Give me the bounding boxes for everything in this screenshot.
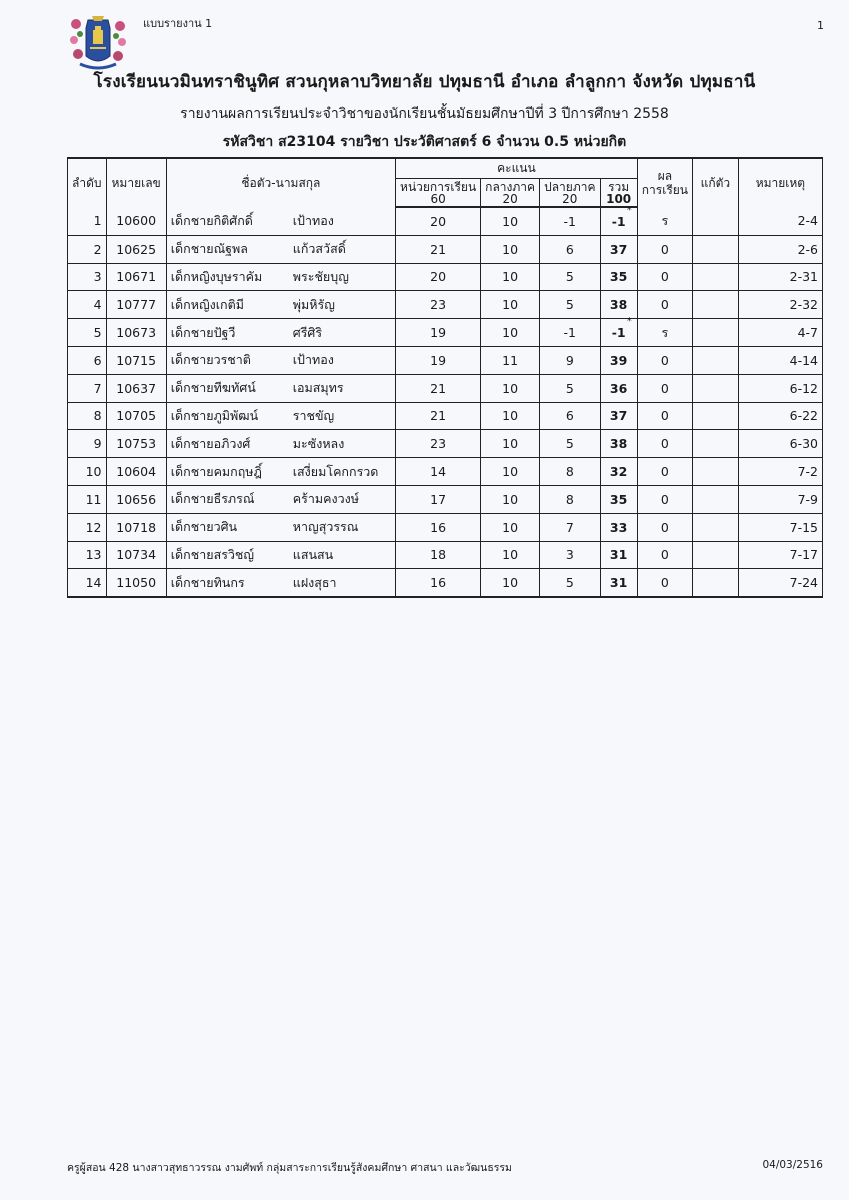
row-name	[166, 458, 395, 486]
row-revise	[693, 235, 739, 263]
row-note: 7-2	[738, 458, 822, 486]
row-note: 6-22	[738, 402, 822, 430]
table-row	[68, 319, 823, 347]
row-last-name: คร้ามคงวงษ์	[292, 491, 359, 507]
row-first-name: เด็กชายทีฆทัศน์	[170, 380, 256, 396]
row-name	[166, 235, 395, 263]
row-result: ร	[637, 319, 692, 347]
row-unit-score: 19	[396, 319, 481, 347]
row-midterm-score: 10	[481, 207, 540, 235]
row-index: 4	[68, 291, 107, 319]
row-name	[166, 569, 395, 597]
row-index: 13	[68, 541, 107, 569]
row-first-name: เด็กชายกิติศักดิ์	[170, 212, 253, 228]
row-total-score	[600, 402, 637, 430]
row-note: 4-7	[738, 319, 822, 347]
row-midterm-score: 10	[481, 235, 540, 263]
header-unit-max: 60	[430, 191, 446, 206]
row-name	[166, 263, 395, 291]
table-row	[68, 235, 823, 263]
row-index: 3	[68, 263, 107, 291]
row-total-value: 31	[609, 575, 628, 591]
header-unit-label: หน่วยการเรียน	[400, 179, 477, 194]
row-name	[166, 207, 395, 235]
row-first-name: เด็กชายธีรภรณ์	[170, 491, 255, 507]
row-student-id: 10600	[106, 207, 166, 235]
row-last-name: แฝงสุธา	[292, 574, 337, 590]
row-last-name: มะซังหลง	[292, 435, 345, 451]
header-index: ลำดับ	[68, 158, 107, 207]
row-last-name: ศรีศิริ	[292, 324, 323, 340]
row-midterm-score: 10	[481, 374, 540, 402]
row-revise	[693, 263, 739, 291]
row-unit-score: 20	[396, 207, 481, 235]
row-total-value: 36	[609, 380, 628, 396]
header-student-id: หมายเลข	[106, 158, 166, 207]
row-first-name: เด็กชายคมกฤษฎิ์	[170, 463, 262, 479]
row-name	[166, 485, 395, 513]
row-total-score	[600, 316, 637, 347]
row-name	[166, 430, 395, 458]
header-total	[600, 179, 637, 208]
row-result: 0	[637, 291, 692, 319]
row-index: 14	[68, 569, 107, 597]
row-revise	[693, 569, 739, 597]
row-index: 8	[68, 402, 107, 430]
row-unit-score: 16	[396, 513, 481, 541]
header-midterm-label: กลางภาค	[485, 179, 536, 194]
form-label: แบบรายงาน 1	[143, 17, 213, 30]
incomplete-marker: *	[626, 205, 632, 216]
row-midterm-score: 10	[481, 541, 540, 569]
row-first-name: เด็กชายอภิวงศ์	[170, 435, 251, 451]
row-revise	[693, 402, 739, 430]
page-number: 1	[817, 19, 824, 32]
row-total-score	[600, 485, 637, 513]
row-total-value: 31	[609, 547, 628, 563]
incomplete-marker: *	[626, 316, 632, 328]
row-total-value: 32	[609, 464, 628, 480]
table-row	[68, 458, 823, 486]
row-name	[166, 346, 395, 374]
row-total-score	[600, 513, 637, 541]
row-student-id: 10671	[106, 263, 166, 291]
table-row	[68, 541, 823, 569]
row-note: 2-4	[738, 207, 822, 235]
row-final-score: 9	[540, 346, 600, 374]
row-unit-score: 18	[396, 541, 481, 569]
row-note: 7-15	[738, 513, 822, 541]
row-final-score: 3	[540, 541, 600, 569]
row-total-score	[600, 374, 637, 402]
row-student-id: 10705	[106, 402, 166, 430]
row-midterm-score: 10	[481, 430, 540, 458]
row-unit-score: 23	[396, 430, 481, 458]
row-total-score	[600, 541, 637, 569]
row-midterm-score: 10	[481, 291, 540, 319]
row-note: 2-32	[738, 291, 822, 319]
row-student-id: 10734	[106, 541, 166, 569]
row-last-name: แสนสน	[292, 546, 334, 562]
row-first-name: เด็กชายวรชาติ	[170, 352, 251, 368]
row-total-score	[600, 458, 637, 486]
row-final-score: 7	[540, 513, 600, 541]
subject-line: รหัสวิชา ส23104 รายวิชา ประวัติศาสตร์ 6 จำนวน 0.5 หน่วยกิต	[222, 134, 627, 150]
row-name	[166, 541, 395, 569]
row-first-name: เด็กชายวศิน	[170, 519, 238, 535]
header-score-group: คะแนน	[396, 158, 638, 179]
row-student-id: 11050	[106, 569, 166, 597]
header-final-max: 20	[562, 191, 578, 206]
row-student-id: 10715	[106, 346, 166, 374]
row-note: 2-6	[738, 235, 822, 263]
table-row	[68, 263, 823, 291]
row-last-name: พระชัยบุญ	[292, 268, 349, 284]
row-unit-score: 17	[396, 485, 481, 513]
row-name	[166, 402, 395, 430]
row-name	[166, 513, 395, 541]
row-last-name: ราชขัญ	[292, 407, 335, 423]
row-final-score: 5	[540, 569, 600, 597]
row-midterm-score: 10	[481, 513, 540, 541]
row-revise	[693, 458, 739, 486]
row-midterm-score: 10	[481, 402, 540, 430]
row-note: 2-31	[738, 263, 822, 291]
grades-table	[67, 157, 823, 598]
row-note: 6-30	[738, 430, 822, 458]
row-total-value: 33	[609, 519, 628, 535]
row-unit-score: 16	[396, 569, 481, 597]
header-revise: แก้ตัว	[693, 158, 739, 207]
school-crest-icon	[66, 10, 130, 74]
row-revise	[693, 485, 739, 513]
row-first-name: เด็กชายปัฐวี	[170, 324, 236, 340]
row-result: 0	[637, 374, 692, 402]
header-midterm	[481, 179, 540, 208]
row-midterm-score: 10	[481, 458, 540, 486]
header-final-label: ปลายภาค	[544, 179, 596, 194]
row-total-value: 39	[609, 352, 628, 368]
row-total-value: -1	[611, 325, 626, 341]
row-last-name: หาญสุวรรณ	[292, 519, 359, 535]
header-name: ชื่อตัว-นามสกุล	[166, 158, 395, 207]
table-row	[68, 207, 823, 235]
row-midterm-score: 10	[481, 485, 540, 513]
row-total-score	[600, 430, 637, 458]
row-total-value: 38	[609, 436, 628, 452]
row-last-name: เป้าทอง	[292, 352, 334, 368]
row-last-name: เป้าทอง	[292, 212, 334, 228]
row-last-name: แก้วสวัสดิ์	[292, 241, 346, 257]
row-midterm-score: 10	[481, 263, 540, 291]
row-revise	[693, 207, 739, 235]
table-row	[68, 291, 823, 319]
row-final-score: 8	[540, 485, 600, 513]
row-index: 5	[68, 319, 107, 347]
row-last-name: เอมสมุทร	[292, 380, 344, 396]
row-student-id: 10637	[106, 374, 166, 402]
row-result: 0	[637, 458, 692, 486]
row-unit-score: 23	[396, 291, 481, 319]
row-note: 4-14	[738, 346, 822, 374]
report-title: รายงานผลการเรียนประจำวิชาของนักเรียนชั้นมัธยมศึกษาปีที่ 3 ปีการศึกษา 2558	[180, 106, 669, 122]
row-unit-score: 21	[396, 235, 481, 263]
row-final-score: 5	[540, 263, 600, 291]
row-final-score: 5	[540, 374, 600, 402]
row-name	[166, 291, 395, 319]
header-total-max: 100	[606, 191, 632, 206]
row-revise	[693, 430, 739, 458]
row-midterm-score: 10	[481, 569, 540, 597]
row-name	[166, 374, 395, 402]
table-row	[68, 485, 823, 513]
row-student-id: 10718	[106, 513, 166, 541]
row-result: 0	[637, 485, 692, 513]
row-note: 7-9	[738, 485, 822, 513]
row-midterm-score: 11	[481, 346, 540, 374]
row-first-name: เด็กหญิงเกติมี	[170, 296, 244, 312]
row-index: 12	[68, 513, 107, 541]
row-result: ร	[637, 207, 692, 235]
header-result	[637, 158, 692, 207]
row-total-value: 35	[609, 269, 628, 285]
table-row	[68, 569, 823, 597]
row-index: 9	[68, 430, 107, 458]
row-result: 0	[637, 569, 692, 597]
row-unit-score: 14	[396, 458, 481, 486]
school-title: โรงเรียนนวมินทราชินูทิศ สวนกุหลาบวิทยาลัย ปทุมธานี อำเภอ ลำลูกกา จังหวัด ปทุมธานี	[93, 72, 756, 92]
row-index: 10	[68, 458, 107, 486]
row-student-id: 10777	[106, 291, 166, 319]
row-final-score: -1	[540, 207, 600, 235]
row-total-value: 35	[609, 491, 628, 507]
row-result: 0	[637, 430, 692, 458]
row-total-score	[600, 207, 637, 235]
row-name	[166, 319, 395, 347]
print-date: 04/03/2516	[762, 1159, 823, 1171]
row-first-name: เด็กชายณัฐพล	[170, 241, 248, 257]
row-result: 0	[637, 513, 692, 541]
table-row	[68, 346, 823, 374]
table-row	[68, 430, 823, 458]
row-result: 0	[637, 402, 692, 430]
row-total-value: 38	[609, 297, 628, 313]
row-note: 7-24	[738, 569, 822, 597]
row-index: 2	[68, 235, 107, 263]
row-index: 11	[68, 485, 107, 513]
header-result-line1: ผล	[657, 169, 673, 183]
row-midterm-score: 10	[481, 319, 540, 347]
row-index: 6	[68, 346, 107, 374]
header-result-line2: การเรียน	[641, 183, 688, 197]
header-unit	[396, 179, 481, 208]
row-final-score: 6	[540, 235, 600, 263]
row-student-id: 10656	[106, 485, 166, 513]
row-unit-score: 21	[396, 374, 481, 402]
row-total-value: 37	[609, 408, 628, 424]
row-revise	[693, 346, 739, 374]
table-row	[68, 374, 823, 402]
row-first-name: เด็กชายสรวิชญ์	[170, 546, 255, 562]
row-total-score	[600, 291, 637, 319]
row-first-name: เด็กหญิงบุษราคัม	[170, 268, 263, 284]
row-final-score: 5	[540, 291, 600, 319]
header-note: หมายเหตุ	[738, 158, 822, 207]
row-first-name: เด็กชายภูมิพัฒน์	[170, 407, 259, 423]
row-total-score	[600, 346, 637, 374]
row-total-score	[600, 569, 637, 597]
row-unit-score: 19	[396, 346, 481, 374]
row-final-score: 8	[540, 458, 600, 486]
row-revise	[693, 291, 739, 319]
row-result: 0	[637, 263, 692, 291]
teacher-footer: ครูผู้สอน 428 นางสาวสุทธาวรรณ งามศัพท์ กลุ่มสาระการเรียนรู้สังคมศึกษา ศาสนา และวัฒนธรรม	[67, 1162, 512, 1174]
row-revise	[693, 513, 739, 541]
grade-rows	[68, 207, 823, 597]
table-row	[68, 513, 823, 541]
row-last-name: เสงี่ยมโคกกรวด	[292, 463, 379, 479]
row-student-id: 10625	[106, 235, 166, 263]
row-first-name: เด็กชายทินกร	[170, 574, 245, 590]
row-unit-score: 20	[396, 263, 481, 291]
row-index: 1	[68, 207, 107, 235]
row-student-id: 10604	[106, 458, 166, 486]
row-result: 0	[637, 346, 692, 374]
row-final-score: -1	[540, 319, 600, 347]
row-revise	[693, 319, 739, 347]
row-note: 6-12	[738, 374, 822, 402]
row-final-score: 6	[540, 402, 600, 430]
header-total-label: รวม	[608, 179, 630, 194]
row-student-id: 10673	[106, 319, 166, 347]
row-index: 7	[68, 374, 107, 402]
row-final-score: 5	[540, 430, 600, 458]
row-student-id: 10753	[106, 430, 166, 458]
header-final	[540, 179, 600, 208]
row-result: 0	[637, 235, 692, 263]
row-total-value: -1	[611, 213, 626, 229]
row-revise	[693, 541, 739, 569]
row-total-score	[600, 235, 637, 263]
row-total-value: 37	[609, 241, 628, 257]
table-row	[68, 402, 823, 430]
row-result: 0	[637, 541, 692, 569]
row-last-name: พุ่มหิรัญ	[292, 296, 335, 312]
row-note: 7-17	[738, 541, 822, 569]
header-midterm-max: 20	[502, 191, 518, 206]
row-revise	[693, 374, 739, 402]
row-unit-score: 21	[396, 402, 481, 430]
row-total-score	[600, 263, 637, 291]
